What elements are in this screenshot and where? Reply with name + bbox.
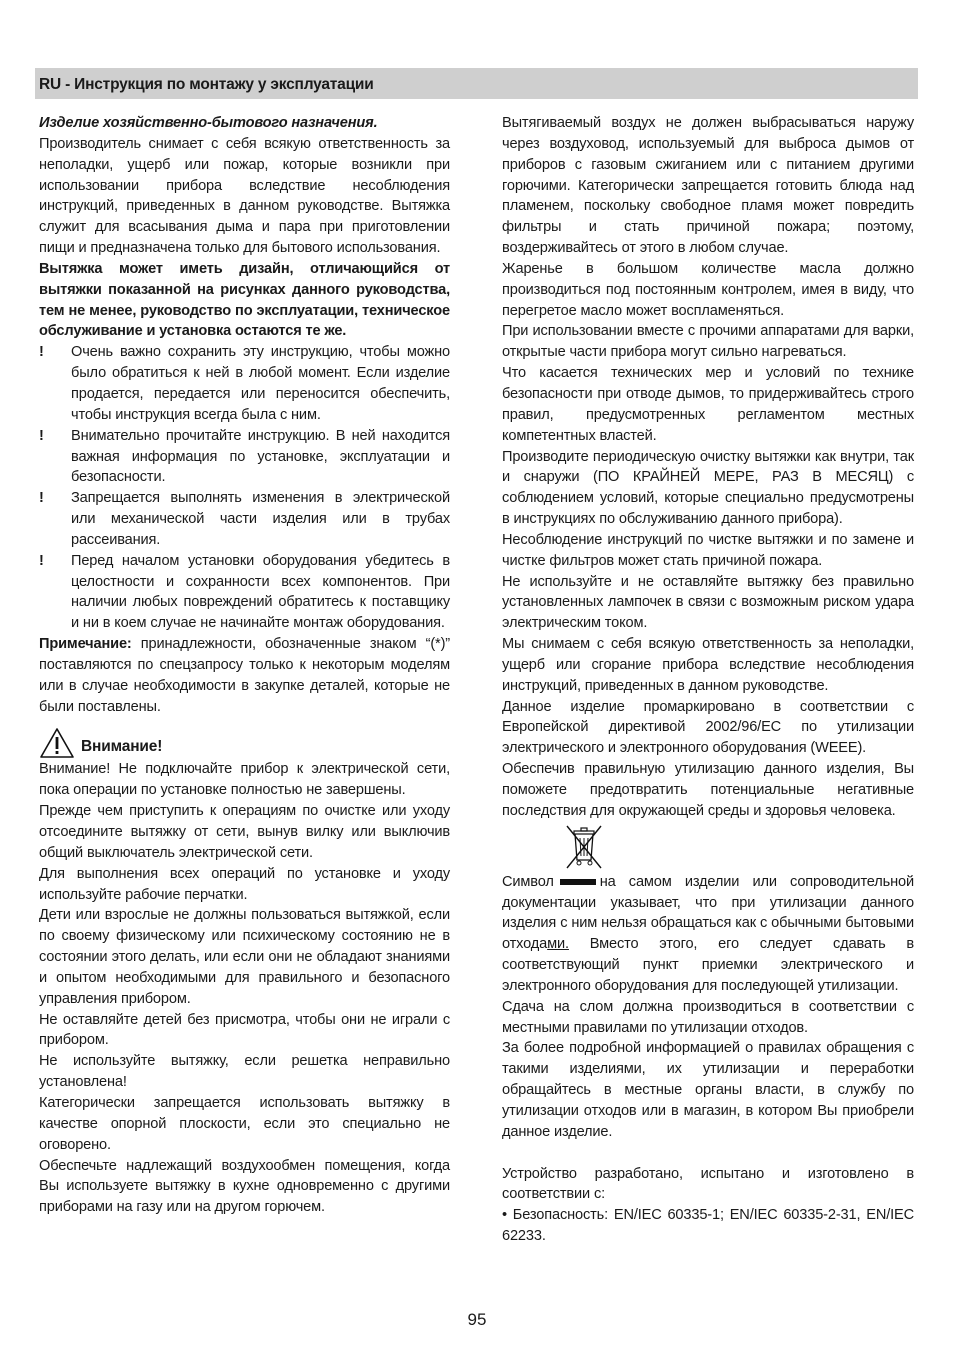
symbol-text: на самом изделии или сопроводительной документации указывает, что при утилизации данного изделия с ним нельзя обращаться как с обычными бытовыми отхода: [502, 873, 914, 953]
safety-paragraph: Что касается технических мер и условий по технике безопасности при отводе дымов, то придерживайтесь строго правил, предусмотренных регламентом местных компетентных властей.: [502, 365, 914, 444]
bullet-text: Очень важно сохранить эту инструкцию, чтобы можно было обратиться к ней в любой момент. Если изделие продается, передается или переносится обеспечить, чтобы инструкция всегда была с ним.: [71, 344, 450, 423]
symbol-word: Символ: [502, 873, 554, 890]
right-column: [502, 113, 914, 1247]
section-header: [35, 68, 918, 99]
warning-paragraph: Дети или взрослые не должны пользоваться вытяжкой, если по своему физическому или психическому состоянию не в состоянии этого делать, или если они не обладают знаниями и опытом необходимыми для правильного и безопасного управления прибором.: [39, 907, 450, 1007]
compliance-intro: Устройство разработано, испытано и изготовлено в соответствии с:: [502, 1165, 914, 1203]
safety-paragraph: Мы снимаем с себя всякую ответственность за неполадки, ущерб или сгорание прибора вследствие несоблюдения инструкций, приведенных в данном руководстве.: [502, 636, 914, 694]
product-heading: Изделие хозяйственно-бытового назначения.: [39, 115, 378, 131]
symbol-paragraph: [502, 872, 914, 997]
safety-paragraph: Жаренье в большом количестве масла должно производиться под постоянным контролем, имея в виду, что перегретое масло может воспламеняться.: [502, 260, 914, 319]
note-label: Примечание:: [39, 636, 132, 653]
bullet-item: [39, 488, 450, 551]
safety-paragraph: При использовании вместе с прочими аппаратами для варки, открытые части прибора могут сильно нагреваться.: [502, 323, 914, 361]
safety-paragraph: Не используйте и не оставляйте вытяжку без правильно установленных лампочек в связи с возможным риском удара электрическим током.: [502, 573, 914, 632]
warning-paragraph: Для выполнения всех операций по установке и уходу используйте рабочие перчатки.: [39, 865, 450, 903]
exclamation-icon: !: [39, 344, 44, 361]
bullet-text: Перед началом установки оборудования убедитесь в целостности и сохранности всех компонентов. При наличии любых повреждений обратитесь к поставщику и ни в коем случае не начинайте монтаж оборудования.: [71, 552, 450, 632]
safety-paragraph: Несоблюдение инструкций по чистке вытяжки и по замене и чистке фильтров может стать причиной пожара.: [502, 531, 914, 569]
warning-paragraph: Обеспечьте надлежащий воздухообмен помещения, когда Вы используете вытяжку в кухне одновременно с другими приборами на газу или на другом горючем.: [39, 1157, 450, 1216]
warning-paragraph: Категорически запрещается использовать вытяжку в качестве опорной плоскости, если это специально не оговорено.: [39, 1094, 450, 1153]
safety-paragraph: Вытягиваемый воздух не должен выбрасываться наружу через воздуховод, используемый для выброса дымов от приборов с газовым сжиганием или с питанием другими горючими. Категорически запрещается готовить блюда над пламенем, поскольку свободное пламя может повредить фильтры и стать причиной пожара; поэтому, воздерживайтесь от этого в любом случае.: [502, 115, 914, 257]
symbol-text-underlined: ми.: [547, 936, 569, 953]
disposal-paragraph: Сдача на слом должна производиться в соответствии с местными правилами по утилизации отходов.: [502, 998, 914, 1036]
warning-paragraph: Не используйте вытяжку, если решетка неправильно установлена!: [39, 1053, 450, 1091]
warning-triangle-icon: [39, 727, 75, 759]
exclamation-icon: !: [39, 427, 44, 444]
disposal-paragraph: За более подробной информацией о правилах обращения с такими изделиями, их утилизации и переработки обращайтесь в местные органы власти, в службу по утилизации отходов или в магазин, в котором Вы приобрели данное изделие.: [502, 1040, 914, 1140]
bullet-item: [39, 426, 450, 489]
warning-heading: [39, 727, 450, 759]
left-column: [39, 113, 450, 1218]
section-title: RU - Инструкция по монтажу у эксплуатации: [39, 76, 374, 93]
bullet-text: Внимательно прочитайте инструкцию. В ней находится важная информация по установке, эксплуатации и безопасности.: [71, 427, 450, 486]
warning-title: Внимание!: [81, 737, 163, 755]
weee-symbol-area: [502, 822, 914, 872]
warning-paragraph: Не оставляйте детей без присмотра, чтобы они не играли с прибором.: [39, 1011, 450, 1049]
exclamation-icon: !: [39, 552, 44, 569]
safety-paragraph: Производите периодическую очистку вытяжки как внутри, так и снаружи (ПО КРАЙНЕЙ МЕРЕ, РАЗ В МЕСЯЦ) с соблюдением условий, которые специально предусмотрены в инструкциях по обслуживанию данного прибора).: [502, 448, 914, 528]
bullet-item: [39, 551, 450, 634]
weee-paragraph: Обеспечив правильную утилизацию данного изделия, Вы поможете предотвратить потенциальные негативные последствия для окружающей среды и здоровья человека.: [502, 761, 914, 819]
compliance-item: • Безопасность: EN/IEC 60335-1; EN/IEC 60335-2-31, EN/IEC 62233.: [502, 1207, 914, 1245]
page-number: 95: [467, 1310, 487, 1329]
bullet-item: [39, 342, 450, 425]
note-text: принадлежности, обозначенные знаком “(*)” поставляются по спецзапросу только к некоторым моделям или в случае необходимости в закупке деталей, которые не были поставлены.: [39, 636, 450, 715]
bullet-text: Запрещается выполнять изменения в электрической или механической части изделия или в трубах рассеивания.: [71, 490, 450, 548]
weee-paragraph: Данное изделие промаркировано в соответствии с Европейской директивой 2002/96/EC по утилизации электрического и электронного оборудования (WEEE).: [502, 698, 914, 757]
warning-paragraph: Прежде чем приступить к операциям по очистке или уходу отсоедините вытяжку от сети, вынув вилку или выключив общий выключатель электрической сети.: [39, 803, 450, 861]
warning-paragraph: Внимание! Не подключайте прибор к электрической сети, пока операции по установке полностью не завершены.: [39, 761, 450, 799]
accessories-note: [39, 634, 450, 717]
crossed-bin-icon: [562, 824, 606, 870]
black-bar-symbol: [560, 879, 596, 885]
intro-paragraph: Производитель снимает с себя всякую ответственность за неполадки, ущерб или пожар, которые возникли при использовании прибора вследствие несоблюдения инструкций, приведенных в данном руководстве. Вытяжка служит для всасывания дыма и пара при приготовлении пищи и предназначена только для бытового использования.: [39, 135, 450, 257]
design-note: Вытяжка может иметь дизайн, отличающийся от вытяжки показанной на рисунках данного руководства, тем не менее, руководство по эксплуатации, техническое обслуживание и установка остаются те же.: [39, 260, 450, 340]
exclamation-icon: !: [39, 490, 44, 507]
symbol-text-rest: Вместо этого, его следует сдавать в соответствующий пункт приемки электрического и электронного оборудования для последующей утилизации.: [502, 936, 914, 994]
